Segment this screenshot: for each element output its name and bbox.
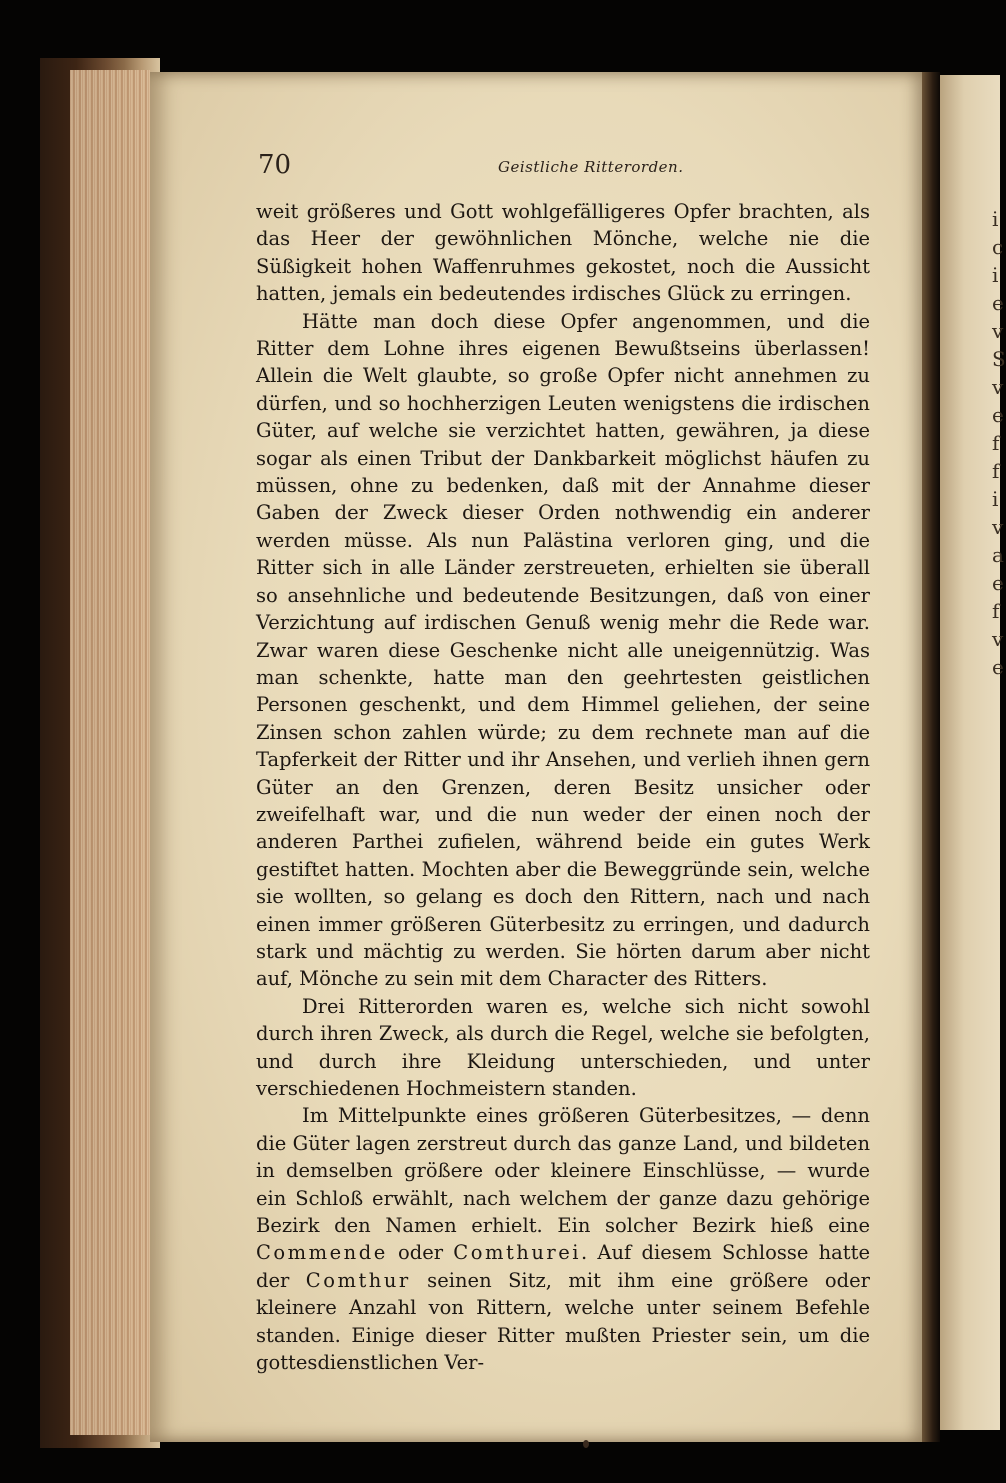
book-gutter xyxy=(922,72,940,1442)
page-number: 70 xyxy=(258,150,292,180)
running-head xyxy=(258,150,858,190)
paragraph-3: Drei Ritterorden waren es, welche sich nicht sowohl durch ihren Zweck, als durch die Regel, welche sie befolgten, und durch ihre Kleidung unterschieden, und unter verschiedenen Hochmeistern standen. xyxy=(256,994,870,1100)
paragraph-2: Hätte man doch diese Opfer angenommen, und die Ritter dem Lohne ihres eigenen Bewußtseins überlassen! Allein die Welt glaubte, so große Opfer nicht annehmen zu dürfen, und so hochherzigen Leuten wenigstens die irdischen Güter, auf welche sie verzichtet hatten, gewähren, ja diese sogar als einen Tribut der Dankbarkeit möglichst häufen zu müssen, ohne zu bedenken, daß mit der Annahme dieser Gaben der Zweck dieser Orden nothwendig ein anderer werden müsse. Als nun Palästina verloren ging, und die Ritter sich in alle Länder zerstreueten, erhielten sie überall so ansehnliche und bedeutende Besitzungen, daß von einer Verzichtung auf irdischen Genuß wenig mehr die Rede war. Zwar waren diese Geschenke nicht alle uneigennützig. Was man schenkte, hatte man den geehrtesten geistlichen Personen geschenkt, und dem Himmel geliehen, der seine Zinsen schon zahlen würde; zu dem rechnete man auf die Tapferkeit der Ritter und ihr Ansehen, und verlieh ihnen gern Güter an den Grenzen, deren Besitz unsicher oder zweifelhaft war, und die nun weder der einen noch der anderen Parthei zufielen, während beide ein gutes Werk gestiftet hatten. Mochten aber die Beweggründe sein, welche sie wollten, so gelang es doch den Rittern, nach und nach einen immer größeren Güterbesitz zu erringen, und dadurch stark und mächtig zu werden. Sie hörten darum aber nicht auf, Mönche zu sein mit dem Character des Ritters. xyxy=(256,309,870,991)
paragraph-4 xyxy=(256,1102,870,1376)
term-comthur: Comthur xyxy=(305,1268,411,1292)
page-stack-edges xyxy=(70,70,150,1435)
paragraph-4-text-c: . Auf diesem Schlosse hatte der xyxy=(256,1241,870,1292)
paragraph-1: weit größeres und Gott wohlgefälligeres Opfer brachten, als das Heer der gewöhnlichen Mönche, welche nie die Süßigkeit hohen Waffenruhmes gekostet, noch die Aussicht hatten, jemals ein bedeutendes irdisches Glück zu erringen. xyxy=(256,200,870,306)
facing-page-edge xyxy=(940,75,1006,1430)
body-text xyxy=(256,198,870,1376)
term-commende: Commende xyxy=(256,1241,388,1265)
facing-page-letters: i c i e v S v e f f i v a e f v e xyxy=(992,207,1006,679)
paragraph-4-text-a: Im Mittelpunkte eines größeren Güterbesitzes, — denn die Güter lagen zerstreut durch das ganze Land, und bildeten in demselben größere oder kleinere Einschlüsse, — wurde ein Schloß erwählt, nach welchem der ganze dazu gehörige Bezirk den Namen erhielt. Ein solcher Bezirk hieß eine xyxy=(256,1104,870,1238)
term-comthurei: Comthurei xyxy=(453,1241,581,1265)
paragraph-4-text-b: oder xyxy=(387,1241,454,1265)
page-mark xyxy=(583,1440,589,1448)
paragraph-4-text-d: seinen Sitz, mit ihm eine größere oder kleinere Anzahl von Rittern, welche unter seinem Befehle standen. Einige dieser Ritter mußten Priester sein, um die gottesdienstlichen Ver- xyxy=(256,1268,870,1375)
running-head-title: Geistliche Ritterorden. xyxy=(498,158,684,176)
